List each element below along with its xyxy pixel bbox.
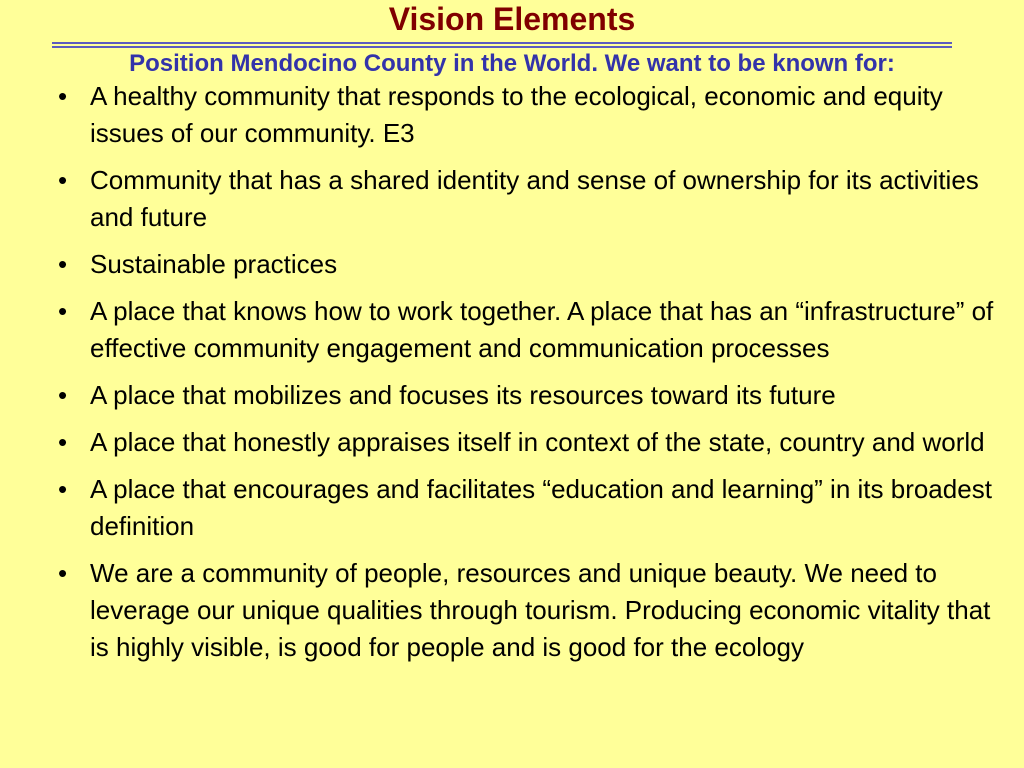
bullet-dot-icon: • (58, 249, 68, 279)
bullet-item (58, 424, 1008, 461)
bullet-dot-icon: • (58, 474, 68, 504)
bullet-item (58, 293, 1008, 367)
bullet-text: A place that mobilizes and focuses its resources toward its future (90, 380, 836, 410)
bullet-text: A place that honestly appraises itself in context of the state, country and world (90, 427, 985, 457)
bullet-item (58, 555, 1008, 666)
bullet-dot-icon: • (58, 165, 68, 195)
bullet-text: We are a community of people, resources and unique beauty. We need to leverage our unique qualities through tourism. Producing economic vitality that is highly visible, is good for people and is good for the ecology (90, 558, 991, 662)
bullet-dot-icon: • (58, 380, 68, 410)
bullet-item (58, 471, 1008, 545)
bullet-text: A place that encourages and facilitates “education and learning” in its broadest definition (90, 474, 992, 541)
bullet-list (58, 78, 1008, 676)
bullet-text: Sustainable practices (90, 249, 338, 279)
slide-subtitle: Position Mendocino County in the World. We want to be known for: (129, 50, 895, 77)
bullet-item (58, 246, 1008, 283)
bullet-item (58, 78, 1008, 152)
title-divider-line-bottom (52, 46, 952, 48)
bullet-dot-icon: • (58, 427, 68, 457)
bullet-text: A place that knows how to work together. A place that has an “infrastructure” of effective community engagement and communication processes (90, 296, 994, 363)
bullet-item (58, 377, 1008, 414)
bullet-text: Community that has a shared identity and sense of ownership for its activities and future (90, 165, 979, 232)
bullet-text: A healthy community that responds to the ecological, economic and equity issues of our community. E3 (90, 81, 943, 148)
bullet-dot-icon: • (58, 558, 68, 588)
slide-title: Vision Elements (388, 1, 636, 37)
title-divider-line-top (52, 42, 952, 44)
bullet-dot-icon: • (58, 296, 68, 326)
bullet-dot-icon: • (58, 81, 68, 111)
bullet-item (58, 162, 1008, 236)
